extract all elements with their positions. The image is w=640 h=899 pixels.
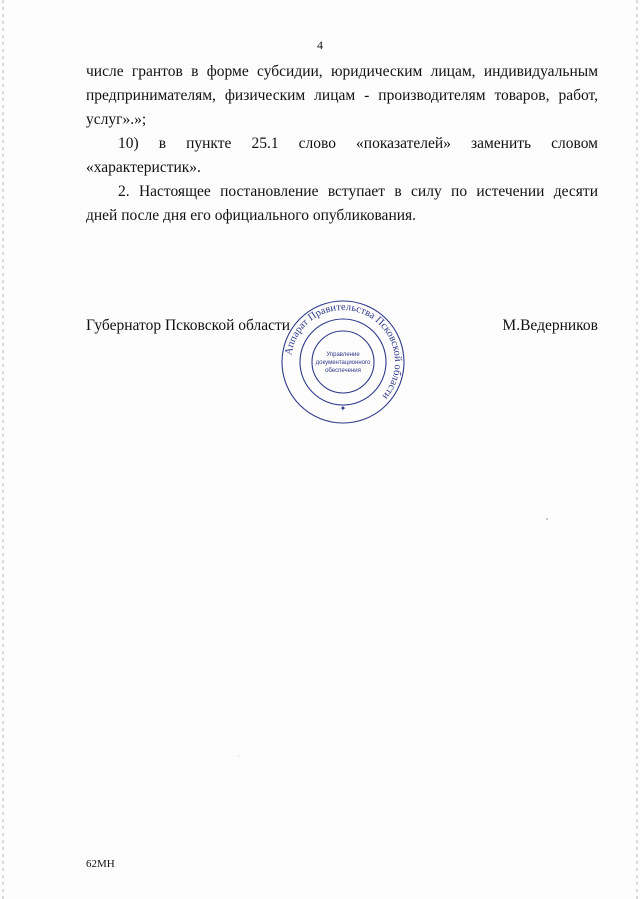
seal-star-icon: ✦ bbox=[339, 404, 347, 413]
text-line: 10) в пункте 25.1 слово «показателей» заменить словом bbox=[118, 135, 598, 152]
seal-inner-line: Управление bbox=[326, 352, 360, 358]
document-code: 62МН bbox=[86, 858, 115, 870]
scan-speck bbox=[546, 518, 548, 520]
seal-inner-text bbox=[316, 352, 371, 374]
seal-inner-line: обеспечения bbox=[325, 368, 361, 374]
scan-edge-left bbox=[2, 0, 4, 899]
text-line: «характеристик». bbox=[86, 159, 201, 176]
signatory-name: М.Ведерников bbox=[502, 317, 598, 334]
text-line: 2. Настоящее постановление вступает в силу по истечении десяти bbox=[118, 183, 598, 200]
text-line: числе грантов в форме субсидии, юридическим лицам, индивидуальным bbox=[86, 63, 598, 80]
text-line: дней после дня его официального опубликования. bbox=[86, 207, 417, 224]
seal-outer-text: Аппарат Правительства Псковской области bbox=[283, 301, 404, 402]
document-body bbox=[86, 60, 598, 228]
scan-edge-right bbox=[636, 0, 638, 899]
text-line: предпринимателям, физическим лицам - производителям товаров, работ, bbox=[86, 87, 598, 104]
paragraph-item-10 bbox=[86, 132, 598, 180]
scan-speck bbox=[238, 756, 239, 757]
paragraph-item-2 bbox=[86, 180, 598, 228]
seal-inner-line: документационного bbox=[315, 360, 371, 366]
signature-block bbox=[86, 314, 598, 338]
text-line: услуг».»; bbox=[86, 111, 147, 128]
page-number: 4 bbox=[317, 38, 323, 52]
signatory-title: Губернатор Псковской области bbox=[86, 317, 291, 334]
paragraph-continuation bbox=[86, 60, 598, 132]
